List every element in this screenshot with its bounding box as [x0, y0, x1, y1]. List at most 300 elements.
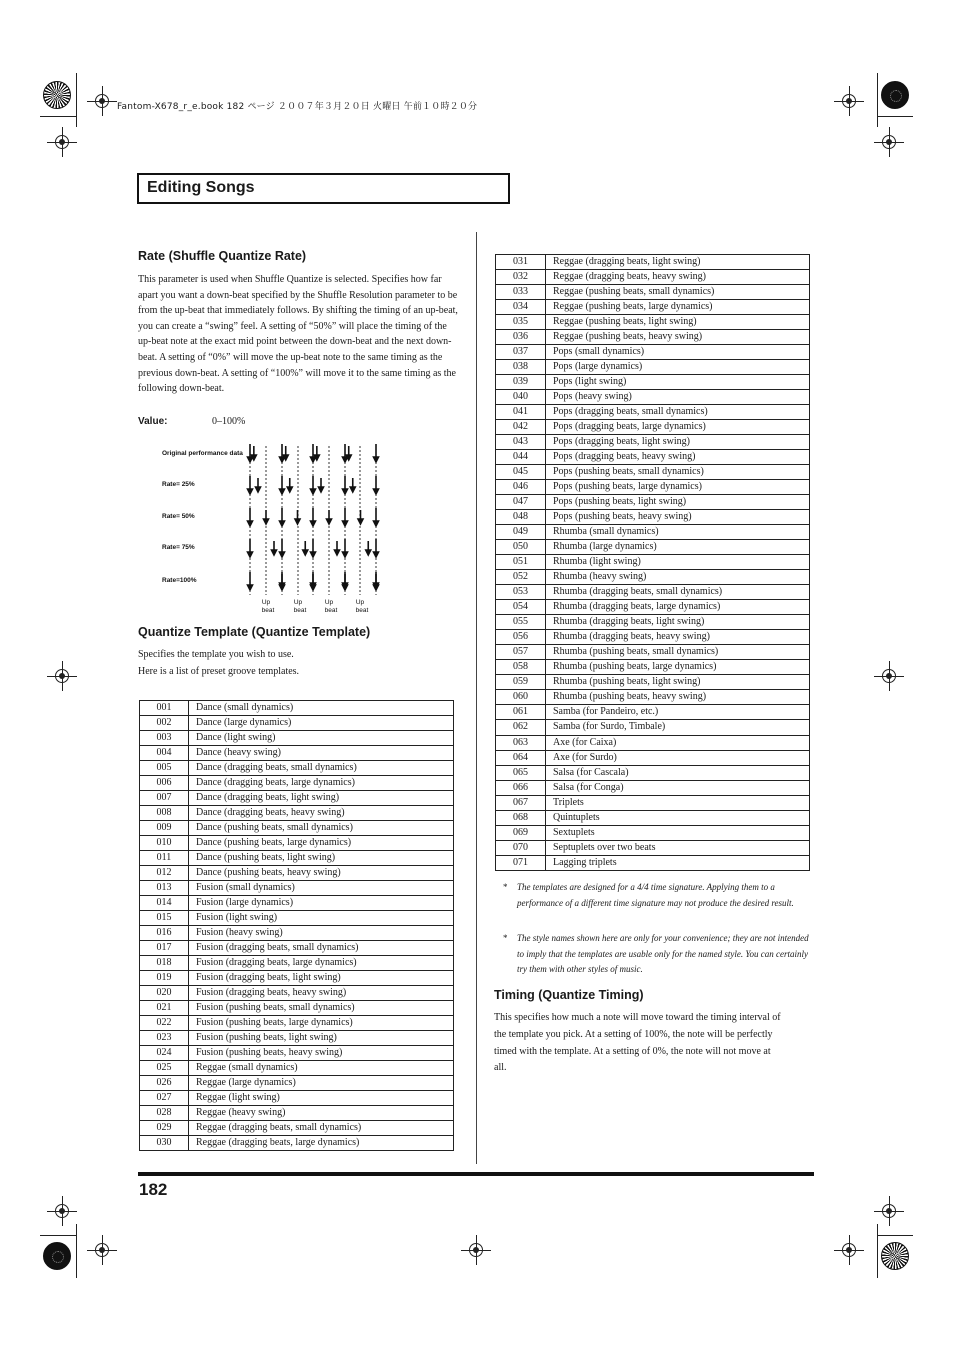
template-name: Rhumba (pushing beats, large dynamics) — [546, 660, 810, 675]
template-number: 015 — [140, 911, 189, 926]
template-number: 023 — [140, 1031, 189, 1046]
template-name: Rhumba (dragging beats, small dynamics) — [546, 585, 810, 600]
table-row — [140, 971, 454, 986]
template-name: Dance (dragging beats, large dynamics) — [189, 776, 454, 791]
template-name: Pops (small dynamics) — [546, 345, 810, 360]
timing-body: This specifies how much a note will move toward the timing interval of the template you pick. At a setting of 100%, the note will be perfectly timed with the template. At a setting of 0%, the note will not move at all. — [494, 1012, 781, 1074]
note-head — [295, 519, 300, 524]
note-head — [343, 489, 348, 494]
note-head — [311, 552, 316, 557]
table-row — [496, 795, 810, 810]
table-row — [140, 881, 454, 896]
template-number: 013 — [140, 881, 189, 896]
template-number: 022 — [140, 1016, 189, 1031]
template-number: 010 — [140, 836, 189, 851]
note-2-text: The style names shown here are only for your convenience; they are not intended to imply that the templates are usable only for the named style. You can certainly try them with other styles of music. — [517, 933, 809, 974]
footer-rule — [138, 1172, 814, 1176]
template-name: Reggae (pushing beats, large dynamics) — [546, 300, 810, 315]
crop-mark-icon — [47, 661, 77, 691]
note-head — [327, 519, 332, 524]
template-number: 036 — [496, 330, 546, 345]
table-row — [140, 776, 454, 791]
rate-body: This parameter is used when Shuffle Quantize is selected. Specifies how far apart you want a down-beat specified by the Shuffle Resolution parameter to be from the up-beat that immediately follows. By shifting the timing of an up-beat, you can create a “swing” feel. A setting of “50%” will place the timing of the up-beat note at the exact mid point between the down-beat and the next down-beat. A setting of “0%” will move the up-beat note to the same timing as the previous down-beat. A setting of “100%” will move it to the same timing as the following down-beat. — [138, 274, 458, 395]
note-head — [248, 489, 253, 494]
template-name: Fusion (pushing beats, large dynamics) — [189, 1016, 454, 1031]
table-row — [496, 675, 810, 690]
template-name: Fusion (dragging beats, light swing) — [189, 971, 454, 986]
template-number: 014 — [140, 896, 189, 911]
template-number: 041 — [496, 405, 546, 420]
template-intro-1: Specifies the template you wish to use. — [138, 649, 294, 660]
template-heading: Quantize Template (Quantize Template) — [138, 625, 371, 639]
template-name: Pops (pushing beats, large dynamics) — [546, 480, 810, 495]
note-head — [374, 585, 379, 590]
shuffle-rate-diagram — [138, 440, 468, 615]
table-row — [496, 705, 810, 720]
template-name: Fusion (small dynamics) — [189, 881, 454, 896]
template-number: 038 — [496, 360, 546, 375]
chapter-title: Editing Songs — [147, 179, 255, 196]
template-name: Pops (pushing beats, heavy swing) — [546, 510, 810, 525]
note-head — [366, 550, 371, 555]
registration-mark-bottom-left — [43, 1242, 71, 1270]
template-number: 070 — [496, 840, 546, 855]
trim-line — [877, 1224, 878, 1278]
table-row — [496, 345, 810, 360]
template-number: 054 — [496, 600, 546, 615]
template-name: Fusion (pushing beats, light swing) — [189, 1031, 454, 1046]
template-number: 046 — [496, 480, 546, 495]
table-row — [496, 555, 810, 570]
upbeat-label: Up — [324, 599, 334, 606]
template-name: Triplets — [546, 795, 810, 810]
note-head — [343, 585, 348, 590]
table-row — [496, 600, 810, 615]
table-row — [496, 480, 810, 495]
print-slug: Fantom-X678_r_e.book 182 ページ ２００７年３月２０日 火曜日 午前１０時２０分 — [117, 102, 478, 112]
template-number: 018 — [140, 956, 189, 971]
template-name: Rhumba (small dynamics) — [546, 525, 810, 540]
template-number: 061 — [496, 705, 546, 720]
crop-mark-icon — [874, 1196, 904, 1226]
upbeat-label: Up — [293, 599, 303, 606]
registration-mark-top-left — [43, 81, 71, 109]
template-name: Reggae (dragging beats, small dynamics) — [189, 1121, 454, 1136]
template-number: 045 — [496, 465, 546, 480]
template-number: 017 — [140, 941, 189, 956]
template-number: 048 — [496, 510, 546, 525]
table-row — [496, 255, 810, 270]
trim-line — [40, 1235, 76, 1236]
template-name: Samba (for Surdo, Timbale) — [546, 720, 810, 735]
template-name: Rhumba (dragging beats, light swing) — [546, 615, 810, 630]
registration-mark-bottom-right — [881, 1242, 909, 1270]
chapter-header — [137, 173, 510, 204]
note-head — [280, 489, 285, 494]
template-name: Fusion (dragging beats, large dynamics) — [189, 956, 454, 971]
table-row — [496, 780, 810, 795]
template-number: 021 — [140, 1001, 189, 1016]
template-name: Samba (for Pandeiro, etc.) — [546, 705, 810, 720]
template-number: 060 — [496, 690, 546, 705]
crop-mark-icon — [834, 1235, 864, 1265]
table-row — [496, 330, 810, 345]
template-number: 039 — [496, 375, 546, 390]
table-row — [496, 690, 810, 705]
note-head — [358, 519, 363, 524]
template-number: 037 — [496, 345, 546, 360]
note-head — [248, 585, 253, 590]
table-row — [496, 495, 810, 510]
template-name: Fusion (heavy swing) — [189, 926, 454, 941]
template-number: 020 — [140, 986, 189, 1001]
template-name: Rhumba (pushing beats, small dynamics) — [546, 645, 810, 660]
note-head — [272, 550, 277, 555]
note-head — [350, 487, 355, 492]
rate-heading: Rate (Shuffle Quantize Rate) — [138, 249, 307, 263]
template-number: 006 — [140, 776, 189, 791]
note-head — [335, 550, 340, 555]
template-name: Pops (dragging beats, large dynamics) — [546, 420, 810, 435]
note-head — [248, 457, 253, 462]
template-name: Dance (dragging beats, light swing) — [189, 791, 454, 806]
note-head — [280, 552, 285, 557]
template-number: 001 — [140, 701, 189, 716]
note-head — [374, 457, 379, 462]
table-row — [496, 810, 810, 825]
table-row — [140, 806, 454, 821]
template-name: Reggae (large dynamics) — [189, 1076, 454, 1091]
template-number: 033 — [496, 285, 546, 300]
template-number: 012 — [140, 866, 189, 881]
template-name: Fusion (light swing) — [189, 911, 454, 926]
template-number: 051 — [496, 555, 546, 570]
table-row — [140, 1001, 454, 1016]
upbeat-label: Up — [355, 599, 365, 606]
table-row — [140, 896, 454, 911]
table-row — [496, 405, 810, 420]
note-head — [311, 489, 316, 494]
table-row — [140, 1076, 454, 1091]
table-row — [496, 735, 810, 750]
template-name: Fusion (pushing beats, heavy swing) — [189, 1046, 454, 1061]
template-name: Dance (dragging beats, small dynamics) — [189, 761, 454, 776]
upbeat-label: beat — [324, 607, 338, 614]
template-number: 049 — [496, 525, 546, 540]
template-name: Quintuplets — [546, 810, 810, 825]
table-row — [140, 821, 454, 836]
trim-line — [877, 73, 878, 127]
template-name: Reggae (light swing) — [189, 1091, 454, 1106]
template-number: 002 — [140, 716, 189, 731]
table-row — [496, 615, 810, 630]
diagram-row-label: Rate= 50% — [162, 513, 195, 520]
template-number: 003 — [140, 731, 189, 746]
template-number: 067 — [496, 795, 546, 810]
trim-line — [40, 116, 76, 117]
template-name: Reggae (pushing beats, light swing) — [546, 315, 810, 330]
timing-heading: Timing (Quantize Timing) — [494, 988, 644, 1002]
table-row — [496, 390, 810, 405]
template-name: Salsa (for Conga) — [546, 780, 810, 795]
table-row — [496, 525, 810, 540]
template-name: Reggae (heavy swing) — [189, 1106, 454, 1121]
column-divider — [476, 232, 477, 1164]
table-row — [140, 1031, 454, 1046]
template-number: 040 — [496, 390, 546, 405]
template-number: 031 — [496, 255, 546, 270]
template-intro-2: Here is a list of preset groove templates. — [138, 666, 300, 677]
template-name: Dance (large dynamics) — [189, 716, 454, 731]
template-number: 042 — [496, 420, 546, 435]
table-row — [496, 450, 810, 465]
template-name: Rhumba (light swing) — [546, 555, 810, 570]
template-number: 056 — [496, 630, 546, 645]
template-number: 047 — [496, 495, 546, 510]
template-number: 019 — [140, 971, 189, 986]
table-row — [496, 420, 810, 435]
template-table-left — [139, 700, 454, 1151]
table-row — [140, 941, 454, 956]
template-number: 024 — [140, 1046, 189, 1061]
trim-line — [877, 1235, 913, 1236]
template-number: 063 — [496, 735, 546, 750]
template-number: 008 — [140, 806, 189, 821]
template-name: Septuplets over two beats — [546, 840, 810, 855]
diagram-row-label: Rate= 75% — [162, 544, 195, 551]
table-row — [496, 300, 810, 315]
registration-mark-top-right — [881, 81, 909, 109]
template-number: 034 — [496, 300, 546, 315]
note-head — [311, 521, 316, 526]
upbeat-label: beat — [293, 607, 307, 614]
table-row — [140, 1046, 454, 1061]
template-name: Pops (dragging beats, small dynamics) — [546, 405, 810, 420]
template-number: 043 — [496, 435, 546, 450]
note-1-text: The templates are designed for a 4/4 time signature. Applying them to a performance of a different time signature may not produce the desired result. — [517, 882, 794, 908]
table-row — [496, 840, 810, 855]
template-name: Dance (pushing beats, light swing) — [189, 851, 454, 866]
trim-line — [877, 116, 913, 117]
template-name: Reggae (dragging beats, light swing) — [546, 255, 810, 270]
table-row — [140, 956, 454, 971]
template-name: Dance (light swing) — [189, 731, 454, 746]
template-name: Lagging triplets — [546, 855, 810, 870]
template-number: 025 — [140, 1061, 189, 1076]
table-row — [140, 791, 454, 806]
diagram-row-label: Original performance data — [162, 450, 243, 457]
template-name: Rhumba (dragging beats, large dynamics) — [546, 600, 810, 615]
table-row — [496, 540, 810, 555]
table-row — [496, 270, 810, 285]
template-name: Reggae (dragging beats, heavy swing) — [546, 270, 810, 285]
table-row — [496, 360, 810, 375]
table-row — [140, 926, 454, 941]
upbeat-label: beat — [355, 607, 369, 614]
note-head — [374, 552, 379, 557]
template-number: 055 — [496, 615, 546, 630]
note-head — [311, 585, 316, 590]
table-row — [140, 986, 454, 1001]
table-row — [496, 585, 810, 600]
template-name: Rhumba (large dynamics) — [546, 540, 810, 555]
template-number: 016 — [140, 926, 189, 941]
template-number: 035 — [496, 315, 546, 330]
template-name: Sextuplets — [546, 825, 810, 840]
template-name: Axe (for Caixa) — [546, 735, 810, 750]
table-row — [496, 750, 810, 765]
template-number: 057 — [496, 645, 546, 660]
template-number: 068 — [496, 810, 546, 825]
table-row — [140, 1016, 454, 1031]
page-number: 182 — [139, 1180, 168, 1199]
template-name: Pops (pushing beats, light swing) — [546, 495, 810, 510]
table-row — [496, 720, 810, 735]
crop-mark-icon — [461, 1235, 491, 1265]
template-number: 026 — [140, 1076, 189, 1091]
template-name: Pops (pushing beats, small dynamics) — [546, 465, 810, 480]
crop-mark-icon — [834, 86, 864, 116]
template-name: Dance (pushing beats, large dynamics) — [189, 836, 454, 851]
table-row — [496, 285, 810, 300]
template-name: Reggae (pushing beats, small dynamics) — [546, 285, 810, 300]
note-1 — [503, 880, 815, 911]
table-row — [140, 1091, 454, 1106]
table-row — [496, 510, 810, 525]
template-name: Rhumba (heavy swing) — [546, 570, 810, 585]
template-name: Pops (heavy swing) — [546, 390, 810, 405]
template-table-right — [495, 254, 810, 871]
table-row — [496, 630, 810, 645]
table-row — [496, 435, 810, 450]
template-name: Axe (for Surdo) — [546, 750, 810, 765]
table-row — [496, 465, 810, 480]
template-number: 032 — [496, 270, 546, 285]
table-row — [140, 866, 454, 881]
template-number: 007 — [140, 791, 189, 806]
template-name: Pops (large dynamics) — [546, 360, 810, 375]
crop-mark-icon — [47, 127, 77, 157]
template-number: 044 — [496, 450, 546, 465]
diagram-row-label: Rate= 25% — [162, 481, 195, 488]
template-number: 005 — [140, 761, 189, 776]
note-head — [343, 552, 348, 557]
note-head — [264, 519, 269, 524]
template-name: Pops (dragging beats, light swing) — [546, 435, 810, 450]
template-number: 059 — [496, 675, 546, 690]
table-row — [496, 375, 810, 390]
note-head — [256, 487, 261, 492]
template-name: Dance (pushing beats, heavy swing) — [189, 866, 454, 881]
template-number: 052 — [496, 570, 546, 585]
note-head — [248, 552, 253, 557]
note-head — [287, 487, 292, 492]
template-name: Dance (heavy swing) — [189, 746, 454, 761]
crop-mark-icon — [47, 1196, 77, 1226]
template-name: Rhumba (pushing beats, light swing) — [546, 675, 810, 690]
trim-line — [76, 1224, 77, 1278]
note-head — [374, 521, 379, 526]
template-name: Dance (small dynamics) — [189, 701, 454, 716]
crop-mark-icon — [874, 661, 904, 691]
asterisk: * — [503, 882, 508, 892]
table-row — [140, 836, 454, 851]
note-head — [280, 585, 285, 590]
template-number: 027 — [140, 1091, 189, 1106]
template-number: 030 — [140, 1136, 189, 1151]
crop-mark-icon — [87, 1235, 117, 1265]
asterisk: * — [503, 933, 508, 943]
diagram-row-label: Rate=100% — [162, 577, 197, 584]
template-name: Fusion (pushing beats, small dynamics) — [189, 1001, 454, 1016]
crop-mark-icon — [87, 86, 117, 116]
template-number: 065 — [496, 765, 546, 780]
table-row — [140, 701, 454, 716]
note-head — [311, 457, 316, 462]
note-head — [303, 550, 308, 555]
trim-line — [76, 73, 77, 127]
note-head — [248, 521, 253, 526]
table-row — [140, 1106, 454, 1121]
table-row — [496, 645, 810, 660]
template-number: 066 — [496, 780, 546, 795]
table-row — [496, 855, 810, 870]
template-number: 028 — [140, 1106, 189, 1121]
table-row — [496, 765, 810, 780]
upbeat-label: Up — [261, 599, 271, 606]
upbeat-label: beat — [261, 607, 275, 614]
template-number: 062 — [496, 720, 546, 735]
template-number: 071 — [496, 855, 546, 870]
template-name: Rhumba (pushing beats, heavy swing) — [546, 690, 810, 705]
template-number: 029 — [140, 1121, 189, 1136]
table-row — [496, 570, 810, 585]
template-name: Reggae (pushing beats, heavy swing) — [546, 330, 810, 345]
template-name: Dance (pushing beats, small dynamics) — [189, 821, 454, 836]
template-name: Pops (dragging beats, heavy swing) — [546, 450, 810, 465]
template-number: 064 — [496, 750, 546, 765]
template-name: Reggae (small dynamics) — [189, 1061, 454, 1076]
template-number: 069 — [496, 825, 546, 840]
table-row — [496, 825, 810, 840]
table-row — [496, 660, 810, 675]
table-row — [140, 851, 454, 866]
table-row — [140, 1121, 454, 1136]
table-row — [140, 911, 454, 926]
template-number: 058 — [496, 660, 546, 675]
table-row — [140, 761, 454, 776]
value-label: Value: — [138, 416, 168, 427]
table-row — [496, 315, 810, 330]
table-row — [140, 746, 454, 761]
template-name: Fusion (large dynamics) — [189, 896, 454, 911]
table-row — [140, 1061, 454, 1076]
note-head — [374, 489, 379, 494]
note-head — [280, 521, 285, 526]
template-name: Salsa (for Cascala) — [546, 765, 810, 780]
template-name: Dance (dragging beats, heavy swing) — [189, 806, 454, 821]
template-name: Pops (light swing) — [546, 375, 810, 390]
template-number: 053 — [496, 585, 546, 600]
template-name: Fusion (dragging beats, small dynamics) — [189, 941, 454, 956]
template-name: Fusion (dragging beats, heavy swing) — [189, 986, 454, 1001]
table-row — [140, 731, 454, 746]
template-name: Rhumba (dragging beats, heavy swing) — [546, 630, 810, 645]
note-head — [343, 521, 348, 526]
template-number: 009 — [140, 821, 189, 836]
table-row — [140, 1136, 454, 1151]
template-number: 004 — [140, 746, 189, 761]
